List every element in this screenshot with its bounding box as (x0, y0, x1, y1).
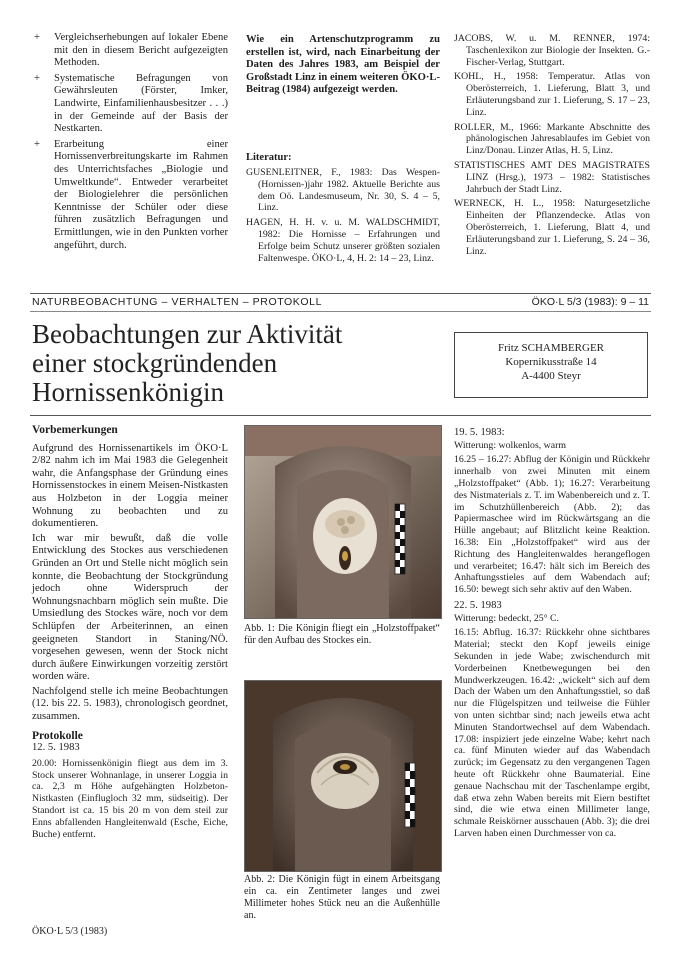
protocol-entry: 16.15: Abflug. 16.37: Rückkehr ohne sichtbares Material; steckt den Kopf jeweils einige Sekunden in jede Wabe; zwischendurch mit Vorderbeinen Knetbewegungen bei den Mundwerkzeugen. 16.42: „wickelt“ sich auf dem Dach der Waben um den Anhaftungsstiel, so daß nur die Flügelspitzen und teilweise die Fühler von unten sichtbar sind; nach jeweils etwa acht Minuten Standortwechsel auf dem Wabendach. 17.08: inspiziert jede einzelne Wabe; kehrt nach ca. fünf Minuten wieder auf das Wabendach zurück; im Gegensatz zu den vergangenen Tagen heute oft Rückkehr ohne Baumaterial. Eine genaue Nachschau mit der Taschenlampe ergibt, daß etwa zehn Waben bereits mit Eiern bestiftet sind, die wie etwa einen Millimeter lange, schmale Reiskörner ausschauen (Abb. 3); die drei Larven haben einen Durchmesser von ca. (454, 627, 650, 839)
author-name: Fritz SCHAMBERGER (497, 342, 605, 354)
intro-heading: Vorbemerkungen (32, 424, 118, 436)
author-box (454, 332, 648, 398)
literature-entry: KOHL, H., 1958: Temperatur. Atlas von Oberösterreich, 1. Lieferung, Blatt 3, und Erläuterungsband zur 1. Lieferung, S. 17 – 23, Linz. (454, 71, 650, 118)
photo-figure-1 (244, 425, 442, 619)
literature-entry: GUSENLEITNER, F., 1983: Das Wespen- (Hornissen-)jahr 1982. Aktuelle Berichte aus dem Oö. Landesmuseum, Nr. 30, S. 4 – 5, Linz. (246, 167, 440, 214)
bullet-item: + Vergleichserhebungen auf lokaler Ebene mit den in diesem Bericht aufgezeigten Methoden. (32, 32, 228, 70)
protocol-date: 22. 5. 1983 (454, 599, 502, 611)
section-divider-mid (30, 311, 651, 312)
literature-heading: Literatur: (246, 152, 292, 163)
protocol-entry: 16.25 – 16.27: Abflug der Königin und Rückkehr innerhalb von zwei Minuten mit einem „Holzstoffpaket“ (Abb. 1); 16.27: Verarbeitung des Nistmaterials z. T. im Wabenbereich und z. T. im Schutzhüllenbereich (Abb. 2); das Papiermaschee wird im Rückwärtsgang an die Hülle angebaut; auf Blitzlicht keine Reaktion. 16.38: Ein „Holzstoffpaket“ wird aus der Richtung des Hangleitenwaldes herangeflogen und verarbeitet; 16.47: hält sich im Bereich des Anhaftungsstieles auf dem Wabendach auf; 16.50: bewegt sich sehr aktiv auf den Waben. (454, 454, 650, 596)
section-divider-bottom (30, 415, 651, 416)
page-footer: ÖKO·L 5/3 (1983) (32, 926, 108, 937)
nest-box-photo-1 (245, 426, 441, 618)
follow-up-notice: Wie ein Artenschutzprogramm zu erstellen ist, wird, nach Einarbeitung der Daten des Jahres 1983, am Beispiel der Großstadt Linz in einem weiteren ÖKO·L-Beitrag (1984) aufgezeigt werden. (246, 34, 440, 96)
protocol-date: 19. 5. 1983: (454, 427, 505, 438)
figure-caption-2: Abb. 2: Die Königin fügt in einem Arbeitsgang ein ca. ein Zentimeter langes und zwei Millimeter hohes Stück neu an die Außenhülle an. (244, 874, 440, 921)
bullet-item: + Systematische Befragungen von Gewährsleuten (Förster, Imker, Landwirte, Einfamilienhausbesitzer . . .) in der Gemeinde auf der Basis der Nestkarten. (32, 73, 228, 136)
protocol-heading: Protokolle (32, 729, 83, 742)
author-street: Kopernikusstraße 14 (505, 356, 597, 368)
section-divider-top (30, 293, 651, 294)
left-column (32, 424, 228, 840)
literature-list-left (246, 167, 440, 267)
bullet-item: + Erarbeitung einer Hornissenverbreitungskarte im Rahmen des Unterrichtsfaches „Biologie und Umweltkunde“. Entweder verarbeitet der Biologielehrer die persönlichen Kenntnisse der Schüler oder diese führen zusätzlich Befragungen und Ermittlungen, wie in den Punkten vorher angeführt, durch. (32, 139, 228, 252)
literature-entry: ROLLER, M., 1966: Markante Abschnitte des phänologischen Jahresablaufes im Gebiet von Linz/Donau. Linzer Atlas, H. 5, Linz. (454, 121, 650, 157)
literature-list-right (454, 33, 650, 260)
title-line: einer stockgründenden (32, 348, 278, 378)
paragraph: Nachfolgend stelle ich meine Beobachtungen (12. bis 22. 5. 1983), chronologisch geordnet, zusammen. (32, 685, 228, 723)
title-line: Beobachtungen zur Aktivität (32, 319, 343, 349)
literature-entry: STATISTISCHES AMT DES MAGISTRATES LINZ (Hrsg.), 1973 – 1982: Statistisches Jahrbuch der Stadt Linz. (454, 159, 650, 195)
issue-reference: ÖKO·L 5/3 (1983): 9 – 11 (531, 296, 649, 308)
figure-caption-1: Abb. 1: Die Königin fliegt ein „Holzstoffpaket“ für den Aufbau des Stockes ein. (244, 623, 440, 646)
section-label: NATURBEOBACHTUNG – VERHALTEN – PROTOKOLL (32, 296, 323, 308)
paragraph: Aufgrund des Hornissenartikels im ÖKO·L 2/82 nahm ich im Mai 1983 die Gelegenheit wahr, die Anfangsphase der Gründung eines Hornissenstockes in einem Meisen-Nistkasten aus Holzbeton in der Loggia meiner Wohnung zu beobachten und zu dokumentieren. (32, 442, 228, 530)
right-column (454, 427, 650, 840)
photo-figure-2 (244, 680, 442, 872)
protocol-entry: 20.00: Hornissenkönigin fliegt aus dem im 3. Stock unserer Wohnanlage, in unserer Loggia in ca. 2,3 m Höhe aufgehängten Holzbeton-Nistkasten (Einflugloch 32 mm, südseitig). Der Standort ist ca. 15 bis 20 m von dem steil zur Enns abfallenden Hangleitenwald (Esche, Eiche, Buche) entfernt. (32, 757, 228, 840)
literature-entry: HAGEN, H. H. v. u. M. WALDSCHMIDT, 1982: Die Hornisse – Erfahrungen und Erfolge beim Schutz unserer größten sozialen Faltenwespe. ÖKO·L, 4, H. 2: 14 – 23, Linz. (246, 217, 440, 264)
top-bullet-list (32, 32, 228, 255)
author-city: A-4400 Steyr (521, 370, 581, 382)
weather-note: Witterung: wolkenlos, warm (454, 439, 566, 451)
protocol-date: 12. 5. 1983 (32, 742, 80, 754)
literature-entry: WERNECK, H. L., 1958: Naturgesetzliche Einheiten der Pflanzendecke. Atlas von Oberösterreich, 1. Lieferung, Blatt 4, und Erläuterungsband zur 1. Lieferung, S. 24 – 36, Linz. (454, 198, 650, 257)
nest-box-photo-2 (245, 681, 441, 871)
article-title (32, 320, 432, 407)
title-line: Hornissenkönigin (32, 377, 224, 407)
literature-entry: JACOBS, W. u. M. RENNER, 1974: Taschenlexikon zur Biologie der Insekten. G.-Fischer-Verlag, Stuttgart. (454, 33, 650, 68)
weather-note: Witterung: bedeckt, 25° C. (454, 612, 560, 624)
paragraph: Ich war mir bewußt, daß die volle Entwicklung des Stockes aus verschiedenen Gründen an Ort und Stelle nicht möglich sein konnte, die Beobachtung der Stockgründung jedoch ohne Widerspruch der Wohnungsnachbarn möglich sein mußte. Die Umsiedlung des Stockes wäre, noch vor dem Schlüpfen der Arbeiterinnen, an einen geeigneten Standort in Staning/NÖ. vorgesehen gewesen, wenn der Stock nicht durch äußere Einwirkungen vorzeitig zerstört worden wäre. (32, 532, 228, 683)
